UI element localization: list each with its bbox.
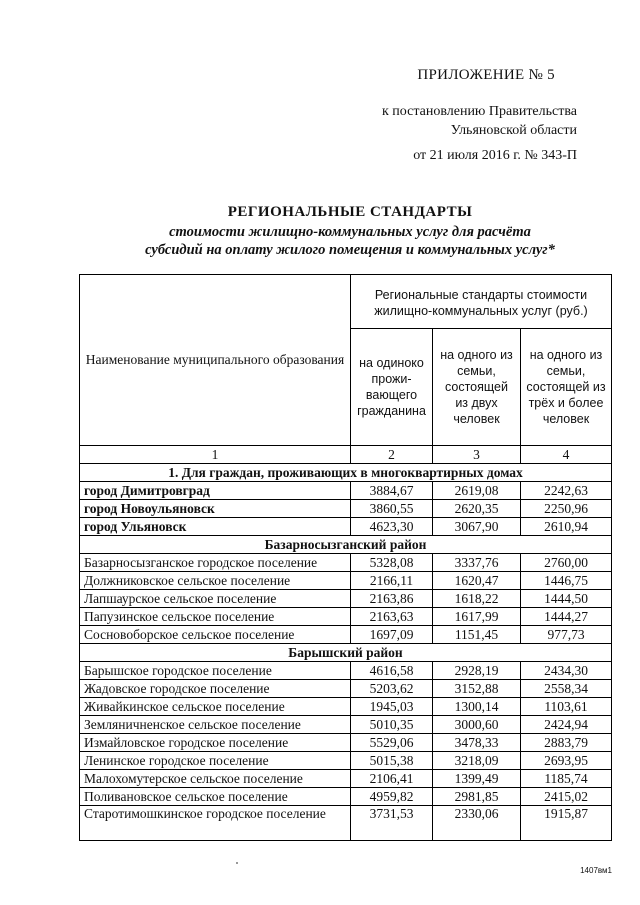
table-row [80, 806, 612, 841]
table-row [80, 626, 612, 644]
municipality-name: Земляничненское сельское поселение [80, 716, 351, 734]
col-number: 4 [521, 446, 612, 464]
value-two: 3337,76 [433, 554, 521, 572]
value-single: 2163,63 [351, 608, 433, 626]
appendix-reference [337, 102, 577, 140]
municipality-name: Лапшаурское сельское поселение [80, 590, 351, 608]
value-two: 1617,99 [433, 608, 521, 626]
scan-speck [236, 862, 238, 864]
value-single: 1945,03 [351, 698, 433, 716]
value-three-plus: 977,73 [521, 626, 612, 644]
value-two: 3000,60 [433, 716, 521, 734]
col-header-name: Наименование муниципального образования [80, 275, 351, 446]
table-row [80, 698, 612, 716]
value-three-plus: 1444,50 [521, 590, 612, 608]
value-three-plus: 1185,74 [521, 770, 612, 788]
value-three-plus: 1103,61 [521, 698, 612, 716]
value-three-plus: 2415,02 [521, 788, 612, 806]
table-row [80, 752, 612, 770]
title-line-2: стоимости жилищно-коммунальных услуг для расчёта [169, 224, 531, 240]
standards-table [79, 274, 612, 841]
value-single: 4959,82 [351, 788, 433, 806]
municipality-name: город Новоульяновск [80, 500, 351, 518]
value-two: 3478,33 [433, 734, 521, 752]
table-row [80, 518, 612, 536]
col-header-single: на одиноко прожи-вающего гражданина [351, 329, 433, 446]
municipality-name: Измайловское городское поселение [80, 734, 351, 752]
value-single: 5010,35 [351, 716, 433, 734]
value-single: 5015,38 [351, 752, 433, 770]
value-two: 2928,19 [433, 662, 521, 680]
col-header-two: на одного из семьи, состоящей из двух человек [433, 329, 521, 446]
value-three-plus: 2760,00 [521, 554, 612, 572]
col-header-three-plus: на одного из семьи, состоящей из трёх и более человек [521, 329, 612, 446]
value-two: 2981,85 [433, 788, 521, 806]
value-single: 3860,55 [351, 500, 433, 518]
appendix-title-text: ПРИЛОЖЕНИЕ № 5 [417, 67, 555, 83]
value-three-plus: 1444,27 [521, 608, 612, 626]
value-three-plus: 2610,94 [521, 518, 612, 536]
value-single: 2163,86 [351, 590, 433, 608]
municipality-name: Барышское городское поселение [80, 662, 351, 680]
municipality-name: Жадовское городское поселение [80, 680, 351, 698]
value-two: 3152,88 [433, 680, 521, 698]
col-number: 1 [80, 446, 351, 464]
table-row [80, 500, 612, 518]
municipality-name: Поливановское сельское поселение [80, 788, 351, 806]
table-row [80, 770, 612, 788]
value-two: 2330,06 [433, 806, 521, 841]
district-title: Барышский район [80, 644, 612, 662]
value-single: 2106,41 [351, 770, 433, 788]
value-three-plus: 1446,75 [521, 572, 612, 590]
table-row [80, 554, 612, 572]
value-two: 2619,08 [433, 482, 521, 500]
value-three-plus: 2693,95 [521, 752, 612, 770]
value-three-plus: 2424,94 [521, 716, 612, 734]
municipality-name: город Димитровград [80, 482, 351, 500]
municipality-name: Ленинское городское поселение [80, 752, 351, 770]
value-single: 4616,58 [351, 662, 433, 680]
value-single: 3731,53 [351, 806, 433, 841]
appendix-date: от 21 июля 2016 г. № 343-П [413, 148, 577, 163]
value-three-plus: 1915,87 [521, 806, 612, 841]
value-two: 1618,22 [433, 590, 521, 608]
appendix-ref-line1: к постановлению Правительства [381, 104, 577, 119]
value-two: 1300,14 [433, 698, 521, 716]
table-row [80, 680, 612, 698]
municipality-name: Живайкинское сельское поселение [80, 698, 351, 716]
section-row [80, 464, 612, 482]
value-single: 5328,08 [351, 554, 433, 572]
document-title [80, 204, 620, 259]
table-row [80, 572, 612, 590]
value-two: 3067,90 [433, 518, 521, 536]
value-single: 4623,30 [351, 518, 433, 536]
value-single: 5529,06 [351, 734, 433, 752]
col-number: 3 [433, 446, 521, 464]
value-three-plus: 2558,34 [521, 680, 612, 698]
value-two: 1620,47 [433, 572, 521, 590]
table-row [80, 482, 612, 500]
table-row [80, 788, 612, 806]
title-line-3: субсидий на оплату жилого помещения и коммунальных услуг* [145, 242, 555, 258]
value-three-plus: 2434,30 [521, 662, 612, 680]
appendix-title [417, 66, 555, 85]
district-row [80, 536, 612, 554]
municipality-name: Старотимошкинское городское поселение [80, 806, 351, 841]
municipality-name: Должниковское сельское поселение [80, 572, 351, 590]
municipality-name: Папузинское сельское поселение [80, 608, 351, 626]
municipality-name: Малохомутерское сельское поселение [80, 770, 351, 788]
value-single: 2166,11 [351, 572, 433, 590]
municipality-name: город Ульяновск [80, 518, 351, 536]
value-two: 1151,45 [433, 626, 521, 644]
col-number: 2 [351, 446, 433, 464]
column-number-row [80, 446, 612, 464]
municipality-name: Базарносызганское городское поселение [80, 554, 351, 572]
district-row [80, 644, 612, 662]
municipality-name: Сосновоборское сельское поселение [80, 626, 351, 644]
title-line-1: РЕГИОНАЛЬНЫЕ СТАНДАРТЫ [227, 204, 473, 220]
value-two: 3218,09 [433, 752, 521, 770]
footer-code: 1407вм1 [580, 866, 612, 875]
col-header-group: Региональные стандарты стоимости жилищно-коммунальных услуг (руб.) [351, 275, 612, 329]
table-row [80, 662, 612, 680]
value-two: 1399,49 [433, 770, 521, 788]
value-three-plus: 2250,96 [521, 500, 612, 518]
value-single: 3884,67 [351, 482, 433, 500]
value-single: 5203,62 [351, 680, 433, 698]
value-two: 2620,35 [433, 500, 521, 518]
value-three-plus: 2242,63 [521, 482, 612, 500]
value-single: 1697,09 [351, 626, 433, 644]
section-title: 1. Для граждан, проживающих в многоквартирных домах [80, 464, 612, 482]
table-row [80, 590, 612, 608]
table-row [80, 608, 612, 626]
table-row [80, 716, 612, 734]
district-title: Базарносызганский район [80, 536, 612, 554]
table-row [80, 734, 612, 752]
value-three-plus: 2883,79 [521, 734, 612, 752]
appendix-ref-line2: Ульяновской области [450, 123, 577, 138]
